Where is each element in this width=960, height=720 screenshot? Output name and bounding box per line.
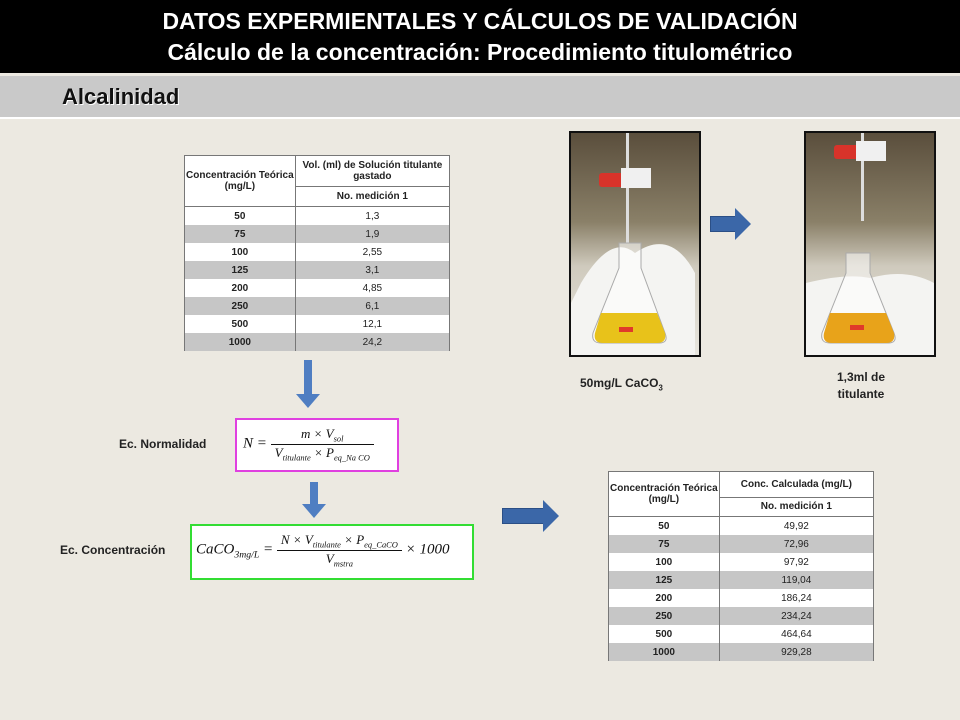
value-cell: 464,64 xyxy=(719,625,873,643)
normalidad-label: Ec. Normalidad xyxy=(119,437,207,451)
concentration-cell: 200 xyxy=(185,279,296,297)
concentration-cell: 125 xyxy=(609,571,720,589)
concentracion-equation: CaCO$_{3mg/L}$ = $\frac{N \times V_{titulante} \times P_{eq\_CaCO}}{V_{mstra}}$ × 1000 xyxy=(190,524,474,580)
value-cell: 72,96 xyxy=(719,535,873,553)
value-cell: 12,1 xyxy=(295,315,449,333)
table-row xyxy=(609,643,874,661)
arrow-down-icon xyxy=(304,360,312,396)
concentration-cell: 50 xyxy=(609,517,720,536)
table-row xyxy=(609,589,874,607)
table-row xyxy=(185,279,450,297)
table-row xyxy=(185,243,450,261)
table2-col1-header: Concentración Teórica (mg/L) xyxy=(609,472,720,517)
value-cell: 2,55 xyxy=(295,243,449,261)
page-title: DATOS EXPERMIENTALES Y CÁLCULOS DE VALIDACIÓN xyxy=(162,8,798,34)
value-cell: 186,24 xyxy=(719,589,873,607)
concentration-cell: 500 xyxy=(609,625,720,643)
value-cell: 1,9 xyxy=(295,225,449,243)
photo1-caption: 50mg/L CaCO$_3$ xyxy=(580,376,663,393)
table-row xyxy=(609,517,874,536)
table2-col2-header: Conc. Calculada (mg/L) xyxy=(719,472,873,498)
table1-col1-header: Concentración Teórica (mg/L) xyxy=(185,156,296,207)
concentration-cell: 50 xyxy=(185,207,296,226)
table-row xyxy=(609,625,874,643)
titrant-volume-table xyxy=(184,155,450,351)
concentration-cell: 125 xyxy=(185,261,296,279)
flask-photo-before xyxy=(569,131,701,357)
table-row xyxy=(185,261,450,279)
table-row xyxy=(185,297,450,315)
table-row xyxy=(609,571,874,589)
value-cell: 3,1 xyxy=(295,261,449,279)
concentracion-label: Ec. Concentración xyxy=(60,543,166,557)
table1-col2-subheader: No. medición 1 xyxy=(295,186,449,206)
flask-photo-after xyxy=(804,131,936,357)
concentration-cell: 250 xyxy=(609,607,720,625)
table-row xyxy=(609,607,874,625)
value-cell: 234,24 xyxy=(719,607,873,625)
value-cell: 49,92 xyxy=(719,517,873,536)
page-subtitle: Cálculo de la concentración: Procedimiento titulométrico xyxy=(167,39,793,65)
value-cell: 97,92 xyxy=(719,553,873,571)
calculated-concentration-table xyxy=(608,471,874,661)
table-row xyxy=(185,315,450,333)
concentration-cell: 100 xyxy=(609,553,720,571)
value-cell: 1,3 xyxy=(295,207,449,226)
concentration-cell: 200 xyxy=(609,589,720,607)
table2-col2-subheader: No. medición 1 xyxy=(719,497,873,516)
flask-icon xyxy=(571,133,699,355)
section-title: Alcalinidad xyxy=(62,84,180,109)
title-banner xyxy=(0,0,960,73)
value-cell: 6,1 xyxy=(295,297,449,315)
concentration-cell: 75 xyxy=(185,225,296,243)
section-bar xyxy=(0,76,960,119)
concentration-cell: 500 xyxy=(185,315,296,333)
table-row xyxy=(185,207,450,226)
concentration-cell: 250 xyxy=(185,297,296,315)
flask-icon xyxy=(806,133,934,355)
concentration-cell: 100 xyxy=(185,243,296,261)
normalidad-equation: N = $\frac{m \times V_{sol}}{V_{titulante} \times P_{eq\_Na CO}}$ xyxy=(235,418,399,472)
table-row xyxy=(609,553,874,571)
value-cell: 4,85 xyxy=(295,279,449,297)
table-row xyxy=(185,225,450,243)
arrow-down-icon xyxy=(310,482,318,506)
value-cell: 24,2 xyxy=(295,333,449,351)
photo2-caption: 1,3ml de titulante xyxy=(836,370,886,401)
value-cell: 119,04 xyxy=(719,571,873,589)
table1-col2-header: Vol. (ml) de Solución titulante gastado xyxy=(295,156,449,187)
concentration-cell: 1000 xyxy=(185,333,296,351)
concentration-cell: 75 xyxy=(609,535,720,553)
table-row xyxy=(185,333,450,351)
arrow-right-icon xyxy=(710,216,736,232)
arrow-right-icon xyxy=(502,508,544,524)
concentration-cell: 1000 xyxy=(609,643,720,661)
table-row xyxy=(609,535,874,553)
value-cell: 929,28 xyxy=(719,643,873,661)
